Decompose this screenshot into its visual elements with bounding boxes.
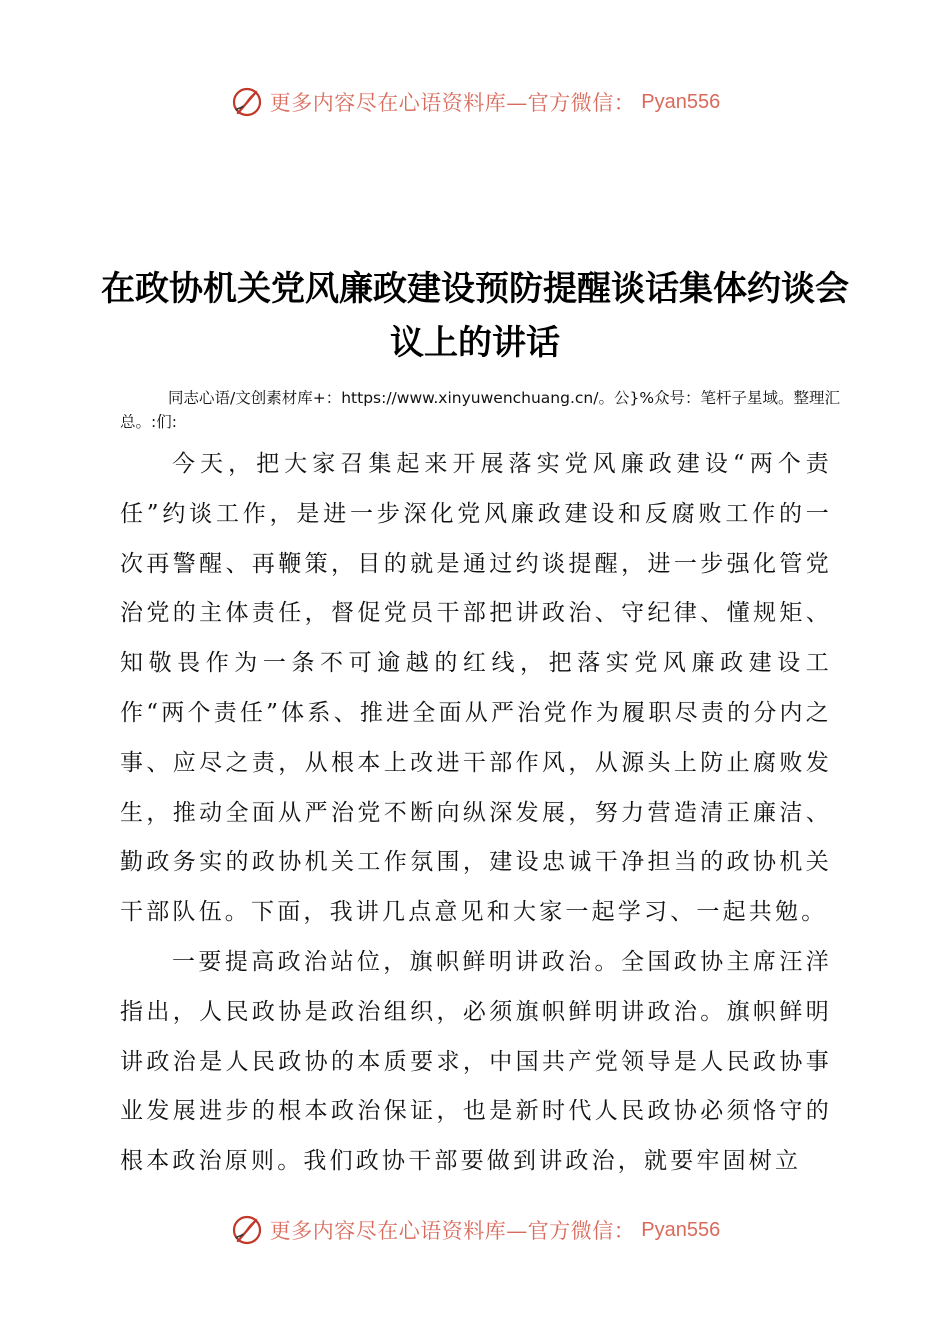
document-title: 在政协机关党风廉政建设预防提醒谈话集体约谈会议上的讲话 [101, 269, 849, 363]
document-body [120, 440, 832, 1187]
watermark-wechat-id: Pyan556 [641, 90, 721, 113]
watermark-wechat-id: Pyan556 [641, 1218, 721, 1241]
watermark-banner-bottom [0, 1210, 950, 1250]
source-line: 同志心语/文创素材库+：https://www.xinyuwenchuang.cn/。公}%众号：笔杆子星域。整理汇总。:们: [120, 389, 841, 431]
paragraph: 一要提高政治站位，旗帜鲜明讲政治。全国政协主席汪洋指出，人民政协是政治组织，必须旗帜鲜明讲政治。旗帜鲜明讲政治是人民政协的本质要求，中国共产党领导是人民政协事业发展进步的根本政治保证，也是新时代人民政协必须恪守的根本政治原则。我们政协干部要做到讲政治，就要牢固树立 [120, 948, 832, 1175]
quill-logo-icon [230, 1213, 264, 1247]
paragraph: 今天，把大家召集起来开展落实党风廉政建设“两个责任”约谈工作，是进一步深化党风廉政建设和反腐败工作的一次再警醒、再鞭策，目的就是通过约谈提醒，进一步强化管党治党的主体责任，督促党员干部把讲政治、守纪律、懂规矩、知敬畏作为一条不可逾越的红线，把落实党风廉政建设工作“两个责任”体系、推进全面从严治党作为履职尽责的分内之事、应尽之责，从根本上改进干部作风，从源头上防止腐败发生，推动全面从严治党不断向纵深发展，努力营造清正廉洁、勤政务实的政协机关工作氛围，建设忠诚干净担当的政协机关干部队伍。下面，我讲几点意见和大家一起学习、一起共勉。 [120, 451, 832, 926]
watermark-banner-top [0, 82, 950, 122]
quill-logo-icon [230, 85, 264, 119]
watermark-text: 更多内容尽在心语资料库—官方微信： [269, 1219, 636, 1243]
watermark-text: 更多内容尽在心语资料库—官方微信： [269, 91, 636, 115]
